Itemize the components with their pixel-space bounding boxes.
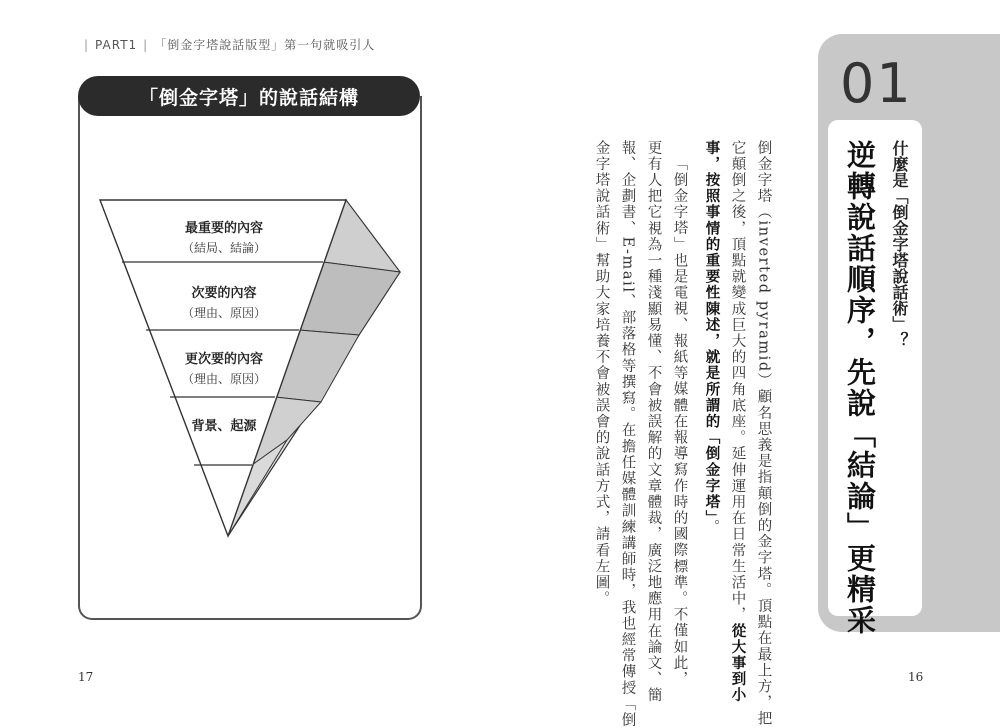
section-subtitle: 什麼是「倒金字塔說話術」？ [890, 140, 909, 348]
body-column: 報、企劃書、E-mail、部落格等撰寫。在擔任媒體訓練講師時，我也經常傳授「倒 [619, 140, 636, 728]
level-2-label: 次要的內容 [191, 286, 257, 301]
level-1-label: 最重要的內容 [184, 221, 264, 236]
chapter-number: 01 [840, 52, 913, 115]
body-column: 「倒金字塔」也是電視、報紙等媒體在報導寫作時的國際標準。不僅如此， [671, 156, 688, 688]
section-title: 逆轉說話順序，先說「結論」更精采 [843, 140, 877, 636]
body-column: 倒金字塔（inverted pyramid）顧名思義是指顛倒的金字塔。頂點在最上方，把 [755, 140, 772, 727]
page-number-right: 16 [908, 670, 924, 684]
body-emphasis: 事，按照事情的重要性陳述，就是所謂的 [703, 140, 720, 430]
body-column [730, 140, 745, 704]
level-3-sub: （理由、原因） [181, 372, 267, 386]
level-2-sub: （理由、原因） [181, 306, 267, 320]
body-column: 金字塔說話術」幫助大家培養不會被誤會的說話方式，請看左圖。 [593, 140, 610, 607]
body-emphasis: 「倒金字塔」 [703, 429, 720, 520]
divider: | [143, 38, 149, 52]
body-column [704, 140, 719, 535]
chapter-label: 「倒金字塔說話版型」第一句就吸引人 [154, 38, 376, 52]
level-1-sub: （結局、結論） [181, 241, 267, 255]
level-3-label: 更次要的內容 [184, 352, 264, 367]
body-emphasis: 從大事到小 [729, 623, 746, 704]
left-page [0, 0, 500, 716]
figure-title: 「倒金字塔」的說話結構 [78, 76, 420, 116]
divider: | [84, 38, 90, 52]
inverted-pyramid-diagram [78, 120, 418, 560]
part-label: PART1 [95, 38, 138, 52]
right-page [500, 0, 1000, 728]
body-text: 。 [703, 519, 720, 536]
body-column: 更有人把它視為一種淺顯易懂、不會被誤解的文章體裁，廣泛地應用在論文、簡 [645, 140, 662, 704]
level-4-label: 背景、起源 [191, 419, 257, 434]
body-text: 它顛倒之後，頂點就變成巨大的四角底座。延伸運用在日常生活中， [729, 140, 746, 623]
running-head [78, 36, 375, 53]
page-number-left: 17 [78, 670, 94, 684]
